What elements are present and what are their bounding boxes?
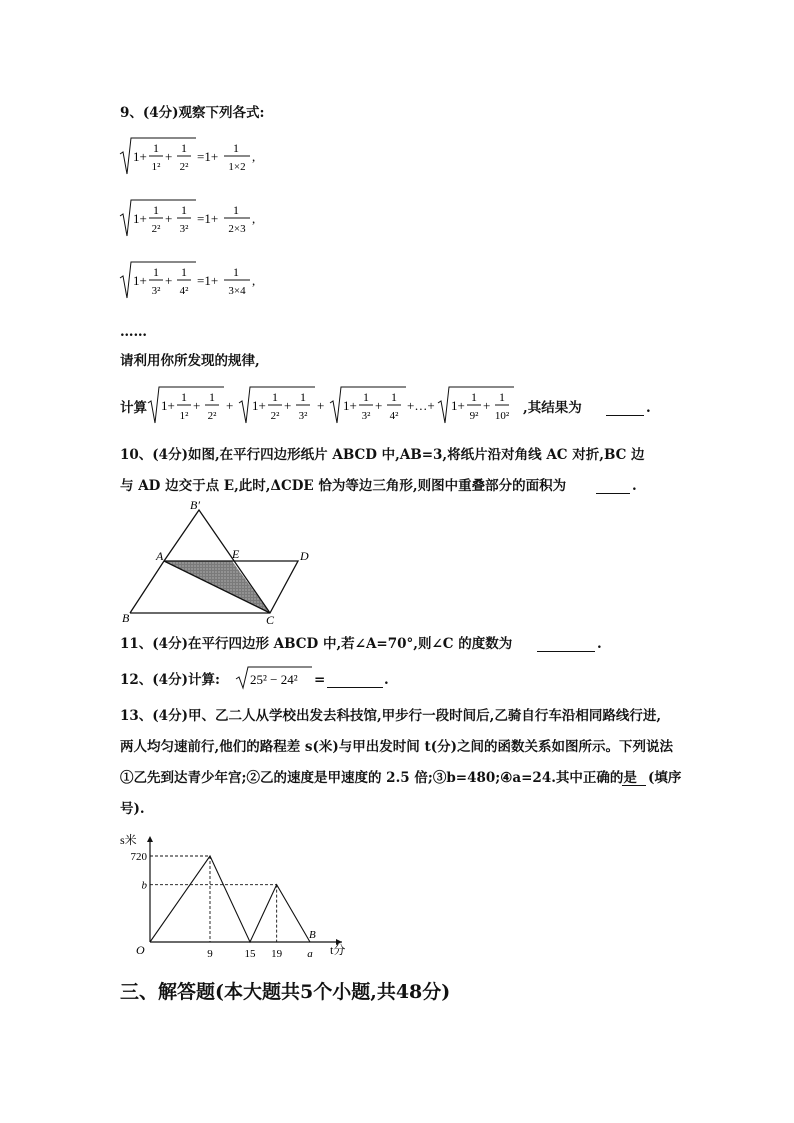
denominator: 3² — [298, 410, 308, 422]
q9-calc-prefix: 计算 — [120, 400, 147, 416]
q13-line1: 13、(4分)甲、乙二人从学校出发去科技馆,甲步行一段时间后,乙骑自行车沿相同路线行进, — [120, 708, 662, 724]
denominator: 1² — [151, 161, 161, 173]
svg-text:+: + — [165, 149, 173, 164]
svg-text:+: + — [317, 398, 325, 413]
svg-text:1: 1 — [363, 390, 369, 404]
denominator: 2² — [207, 410, 217, 422]
q10-answer-blank — [596, 479, 630, 494]
denominator: 2² — [151, 223, 161, 235]
q9-header: 9、(4分)观察下列各式: — [120, 105, 265, 121]
x-axis-label: t分 — [330, 943, 346, 957]
q10-line1: 10、(4分)如图,在平行四边形纸片 ABCD 中,AB=3,将纸片沿对角线 AC 对折,BC 边 — [120, 447, 645, 463]
svg-text:1: 1 — [181, 203, 187, 217]
y-tick-label: 720 — [130, 851, 147, 863]
q12-radicand: 25² − 24² — [250, 672, 298, 687]
q9-calc-term-3 — [330, 387, 406, 423]
svg-text:+…+: +…+ — [407, 398, 435, 413]
rhs-denominator: 1×2 — [228, 161, 246, 173]
denominator: 9² — [469, 410, 479, 422]
svg-text:1: 1 — [272, 390, 278, 404]
y-axis-label: s米 — [120, 833, 137, 847]
q11-answer-blank — [537, 637, 595, 652]
svg-text:1: 1 — [153, 265, 159, 279]
svg-text:=1+: =1+ — [197, 149, 219, 164]
svg-text:,: , — [252, 211, 256, 226]
x-tick-label: 15 — [244, 948, 256, 960]
svg-text:1: 1 — [181, 141, 187, 155]
q9-formulas — [118, 132, 298, 312]
q13-answer-blank — [622, 771, 646, 786]
q9-calc-term-4 — [438, 387, 514, 423]
end-point-label: B — [309, 929, 316, 941]
q9-calc-term-2 — [239, 387, 315, 423]
svg-text:1: 1 — [391, 390, 397, 404]
q9-ellipsis: …… — [120, 324, 147, 340]
svg-text:1: 1 — [153, 141, 159, 155]
rhs-denominator: 2×3 — [228, 223, 246, 235]
svg-text:+: + — [165, 273, 173, 288]
q11-text: 11、(4分)在平行四边形 ABCD 中,若∠A=70°,则∠C 的度数为 — [120, 636, 513, 652]
label-b: B — [122, 611, 130, 625]
y-axis-arrow — [147, 836, 153, 842]
svg-text:1: 1 — [300, 390, 306, 404]
denominator: 2² — [270, 410, 280, 422]
q13-line3: ①乙先到达青少年宫;②乙的速度是甲速度的 2.5 倍;③b=480;④a=24.其中正确的是 — [120, 770, 637, 786]
svg-text:1+: 1+ — [133, 211, 147, 226]
denominator: 1² — [179, 410, 189, 422]
q10-period: . — [632, 478, 637, 494]
q12-equals: = — [314, 672, 326, 688]
svg-text:1: 1 — [471, 390, 477, 404]
label-a: A — [156, 549, 164, 563]
svg-text:1+: 1+ — [252, 398, 266, 413]
svg-text:+: + — [226, 398, 234, 413]
denominator: 3² — [361, 410, 371, 422]
svg-text:1+: 1+ — [343, 398, 357, 413]
label-b-prime: B′ — [190, 498, 200, 512]
q13-line3-end: (填序 — [648, 770, 682, 786]
svg-text:1: 1 — [233, 265, 239, 279]
svg-text:1: 1 — [181, 265, 187, 279]
denominator: 10² — [494, 410, 510, 422]
denominator: 2² — [179, 161, 189, 173]
denominator: 3² — [179, 223, 189, 235]
origin-label: O — [136, 943, 145, 957]
series-line — [150, 856, 310, 942]
q9-formula-3 — [120, 262, 255, 298]
q12-answer-blank — [327, 673, 383, 688]
x-tick-label: 9 — [207, 948, 213, 960]
q11-period: . — [597, 636, 602, 652]
svg-text:1+: 1+ — [133, 149, 147, 164]
svg-text:1: 1 — [153, 203, 159, 217]
q10-line2: 与 AD 边交于点 E,此时,ΔCDE 恰为等边三角形,则图中重叠部分的面积为 — [120, 478, 567, 494]
q9-calc-suffix: ,其结果为 — [523, 400, 582, 416]
svg-text:=1+: =1+ — [197, 211, 219, 226]
rhs-denominator: 3×4 — [228, 285, 246, 297]
svg-text:1: 1 — [499, 390, 505, 404]
x-tick-label: a — [307, 948, 313, 960]
svg-text:1+: 1+ — [161, 398, 175, 413]
q9-formula-1 — [120, 138, 255, 174]
section-heading: 三、解答题(本大题共5个小题,共48分) — [120, 981, 451, 1003]
q12-radical — [234, 664, 314, 692]
q10-figure — [110, 496, 330, 628]
q9-formula-2 — [120, 200, 255, 236]
svg-text:1: 1 — [233, 203, 239, 217]
svg-text:+: + — [284, 398, 292, 413]
svg-text:+: + — [193, 398, 201, 413]
q9-calc-expression — [146, 381, 536, 437]
x-tick-label: 19 — [271, 948, 283, 960]
y-tick-label: b — [141, 879, 147, 892]
svg-text:=1+: =1+ — [197, 273, 219, 288]
q12-period: . — [384, 672, 389, 688]
svg-text:+: + — [165, 211, 173, 226]
label-c: C — [266, 613, 275, 627]
denominator: 3² — [151, 285, 161, 297]
svg-text:1+: 1+ — [451, 398, 465, 413]
svg-text:,: , — [252, 273, 256, 288]
svg-text:+: + — [483, 398, 491, 413]
q9-hint: 请利用你所发现的规律, — [120, 353, 260, 369]
q13-line4: 号). — [120, 801, 145, 817]
denominator: 4² — [389, 410, 399, 422]
q9-answer-blank — [606, 401, 644, 416]
svg-text:1: 1 — [233, 141, 239, 155]
q9-calc-term-1 — [148, 387, 224, 423]
label-e: E — [232, 547, 240, 561]
svg-text:1+: 1+ — [133, 273, 147, 288]
q9-period: . — [646, 400, 651, 416]
q12-prefix: 12、(4分)计算: — [120, 672, 220, 688]
svg-text:+: + — [375, 398, 383, 413]
label-d: D — [300, 549, 309, 563]
svg-text:1: 1 — [209, 390, 215, 404]
denominator: 4² — [179, 285, 189, 297]
q13-chart — [110, 828, 360, 964]
q13-line2: 两人均匀速前行,他们的路程差 s(米)与甲出发时间 t(分)之间的函数关系如图所示。下列说法 — [120, 739, 673, 755]
svg-text:1: 1 — [181, 390, 187, 404]
svg-text:,: , — [252, 149, 256, 164]
